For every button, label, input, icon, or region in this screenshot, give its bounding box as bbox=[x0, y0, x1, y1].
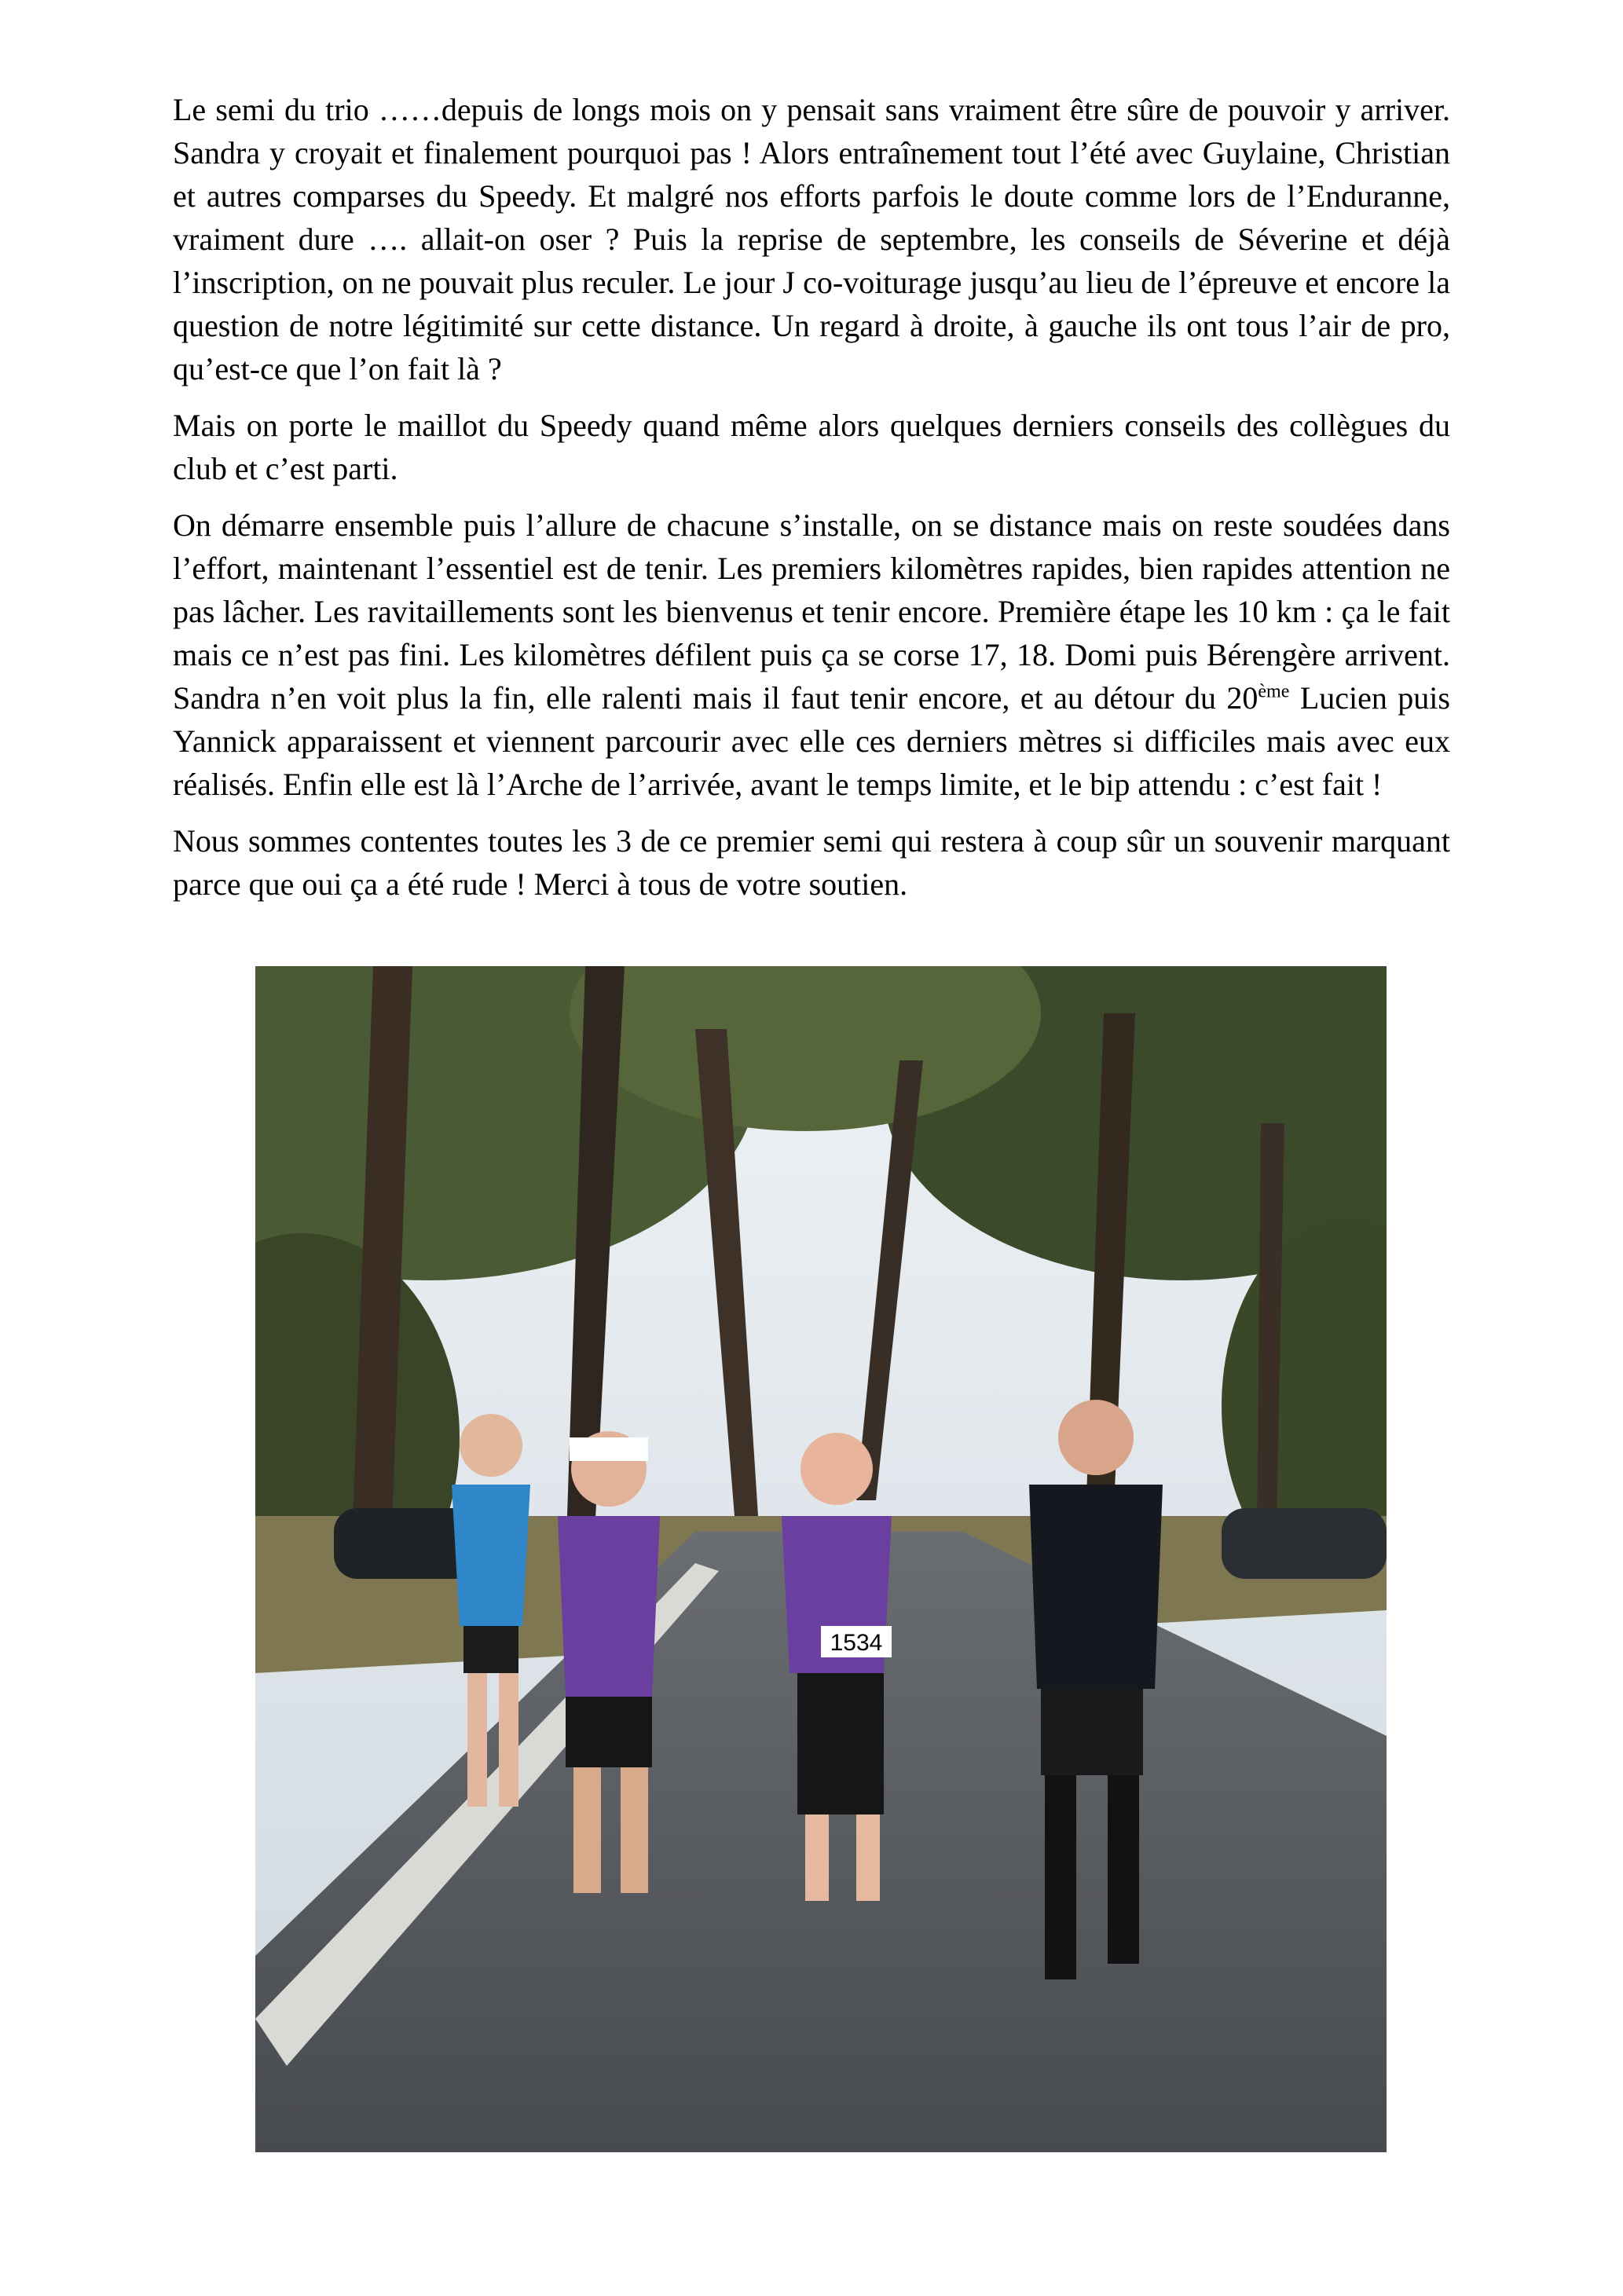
race-bib: 1534 bbox=[830, 1630, 883, 1656]
paragraph-3-part-1: On démarre ensemble puis l’allure de chacune s’installe, on se distance mais on reste soudées dans l’effort, maintenant l’essentiel est de tenir. Les premiers kilomètres rapides, bien rapides attention ne pas lâcher. Les ravitaillements sont les bienvenus et tenir encore. Première étape les 10 km : ça le fait mais ce n’est pas fini. Les kilomètres défilent puis ça se corse 17, 18. Domi puis Bérengère arrivent. Sandra n’en voit plus la fin, elle ralenti mais il faut tenir encore, et au détour du 20 bbox=[173, 507, 1450, 716]
paragraph-4: Nous sommes contentes toutes les 3 de ce premier semi qui restera à coup sûr un souvenir marquant parce que oui ça a été rude ! Merci à tous de votre soutien. bbox=[173, 823, 1450, 902]
race-photo-illustration bbox=[255, 966, 1387, 2152]
ordinal-superscript: ème bbox=[1258, 681, 1290, 702]
paragraph-2: Mais on porte le maillot du Speedy quand même alors quelques derniers conseils des collègues du club et c’est parti. bbox=[173, 408, 1450, 486]
paragraph-3-part-2: Lucien puis Yannick apparaissent et viennent parcourir avec elle ces derniers mètres si difficiles mais avec eux réalisés. Enfin elle est là l’Arche de l’arrivée, avant le temps limite, et le bip attendu : c’est fait ! bbox=[173, 680, 1450, 802]
paragraph-3 bbox=[173, 504, 1450, 806]
article-body bbox=[173, 88, 1450, 919]
race-photo bbox=[255, 966, 1387, 2152]
paragraph-1: Le semi du trio ……depuis de longs mois on y pensait sans vraiment être sûre de pouvoir y arriver. Sandra y croyait et finalement pourquoi pas ! Alors entraînement tout l’été avec Guylaine, Christian et autres comparses du Speedy. Et malgré nos efforts parfois le doute comme lors de l’Enduranne, vraiment dure …. allait-on oser ? Puis la reprise de septembre, les conseils de Séverine et déjà l’inscription, on ne pouvait plus reculer. Le jour J co-voiturage jusqu’au lieu de l’épreuve et encore la question de notre légitimité sur cette distance. Un regard à droite, à gauche ils ont tous l’air de pro, qu’est-ce que l’on fait là ? bbox=[173, 92, 1450, 386]
parked-car-right bbox=[1222, 1508, 1387, 1579]
